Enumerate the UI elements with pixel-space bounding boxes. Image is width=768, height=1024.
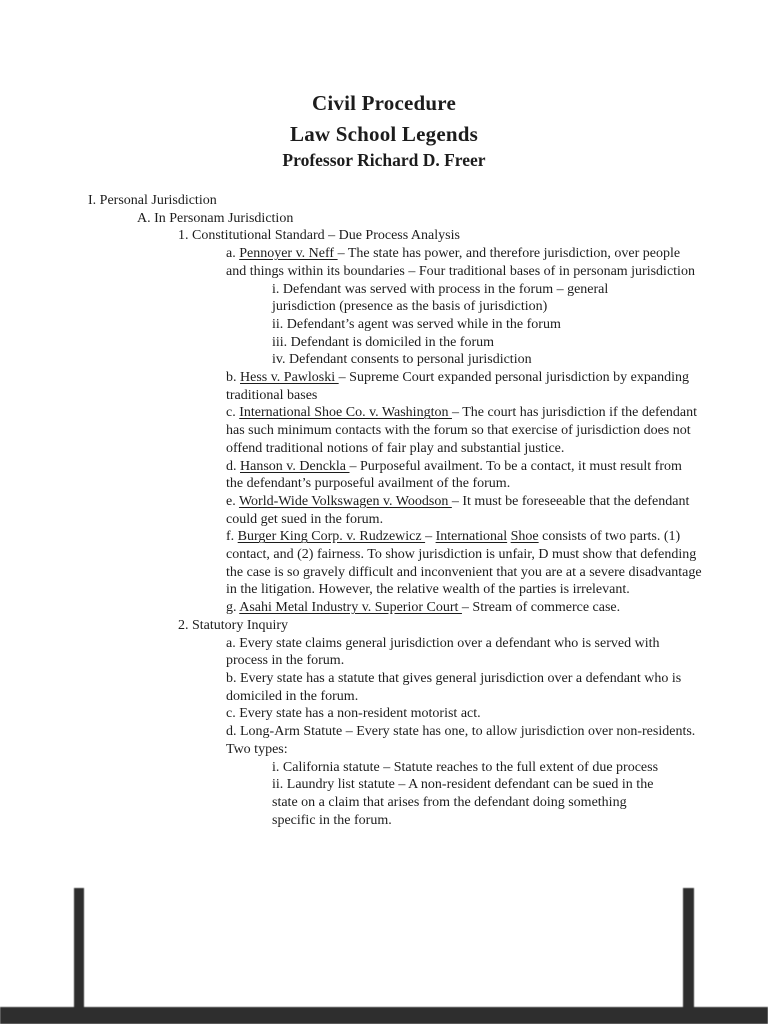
case-name: World-Wide Volkswagen v. Woodson (238, 493, 452, 509)
outline-item (226, 599, 702, 617)
outline-text: – (425, 529, 436, 545)
document-title-block (0, 91, 768, 171)
case-name: Burger King Corp. v. Rudzewicz (237, 529, 426, 545)
outline-item (226, 458, 702, 493)
outline-item (226, 528, 702, 599)
document-title: Civil Procedure (312, 91, 456, 115)
scan-artifact-left-edge (74, 888, 84, 1009)
outline-text: a. (226, 246, 240, 262)
outline (88, 192, 702, 829)
outline-text: ii. Laundry list statute – A non-resident defendant can be sued in the state on a claim that arises from the defendant doing something specific in the forum. (272, 777, 654, 828)
outline-item (226, 369, 702, 404)
outline-item (226, 723, 702, 758)
outline-text: f. (226, 529, 238, 545)
outline-text: 2. Statutory Inquiry (178, 617, 289, 633)
outline-item (272, 281, 668, 316)
outline-item (272, 351, 668, 369)
outline-text: – The state has power, and therefore jurisdiction, over people and things within its boundaries – Four traditional bases of in personam jurisdiction (226, 246, 695, 279)
outline-item (88, 192, 702, 210)
outline-text: I. Personal Jurisdiction (88, 193, 217, 208)
outline-item (226, 635, 702, 670)
case-name: Asahi Metal Industry v. Superior Court (239, 600, 462, 616)
document-author: Professor Richard D. Freer (282, 150, 486, 170)
outline-item (272, 776, 668, 829)
case-name: International (435, 529, 508, 545)
case-name: Shoe (510, 529, 539, 545)
outline-text: g. (226, 600, 240, 616)
outline-text: 1. Constitutional Standard – Due Process Analysis (178, 228, 460, 244)
outline-text: i. California statute – Statute reaches to the full extent of due process (272, 759, 659, 775)
outline-text: d. Long-Arm Statute – Every state has one, to allow jurisdiction over non-residents. Two types: (226, 724, 696, 757)
outline-text: b. (226, 370, 240, 386)
outline-item (226, 670, 702, 705)
outline-text: – Purposeful availment. To be a contact, it must result from the defendant’s purposeful availment of the forum. (226, 458, 682, 492)
outline-text: consists of two parts. (1) contact, and (2) fairness. To show jurisdiction is unfair, D must show that defending the case is so gravely difficult and inconvenient that you are at a severe disadvantage in the litigation. However, the relative wealth of the parties is irrelevant. (226, 529, 702, 598)
outline-text: – Stream of commerce case. (461, 600, 621, 616)
scan-artifact-right-edge (683, 888, 694, 1009)
outline-text: d. (226, 458, 240, 474)
outline-text: iii. Defendant is domiciled in the forum (272, 334, 495, 350)
case-name: Hanson v. Denckla (240, 458, 350, 474)
outline-text: c. Every state has a non-resident motorist act. (226, 706, 481, 722)
outline-text: – The court has jurisdiction if the defendant has such minimum contacts with the forum so that exercise of jurisdiction does not offend traditional notions of fair play and substantial justice. (226, 405, 698, 456)
document-subtitle: Law School Legends (290, 122, 478, 146)
outline-item (272, 334, 668, 352)
outline-item (226, 705, 702, 723)
outline-text: A. In Personam Jurisdiction (137, 210, 294, 226)
case-name: Hess v. Pawloski (240, 370, 339, 386)
outline-text: b. Every state has a statute that gives general jurisdiction over a defendant who is domiciled in the forum. (226, 670, 682, 704)
outline-item (137, 210, 702, 228)
outline-text: i. Defendant was served with process in the forum – general jurisdiction (presence as the basis of jurisdiction) (272, 281, 609, 315)
outline-text: – It must be foreseeable that the defendant could get sued in the forum. (226, 493, 690, 527)
case-name: Pennoyer v. Neff (239, 246, 338, 262)
outline-item (226, 245, 702, 280)
outline-item (272, 316, 668, 334)
scan-artifact-bottom-edge (0, 1007, 768, 1024)
outline-item (178, 617, 702, 635)
outline-item (226, 404, 702, 457)
outline-text: ii. Defendant’s agent was served while in the forum (272, 316, 561, 332)
outline-text: e. (226, 493, 239, 509)
outline-item (178, 227, 702, 245)
outline-text: – Supreme Court expanded personal jurisdiction by expanding traditional bases (226, 370, 689, 403)
outline-item (226, 493, 702, 528)
outline-text: iv. Defendant consents to personal jurisdiction (272, 352, 532, 368)
outline-text: c. (226, 405, 240, 421)
outline-text: a. Every state claims general jurisdiction over a defendant who is served with process in the forum. (226, 635, 660, 669)
outline-item (272, 759, 668, 777)
case-name: International Shoe Co. v. Washington (239, 405, 452, 421)
